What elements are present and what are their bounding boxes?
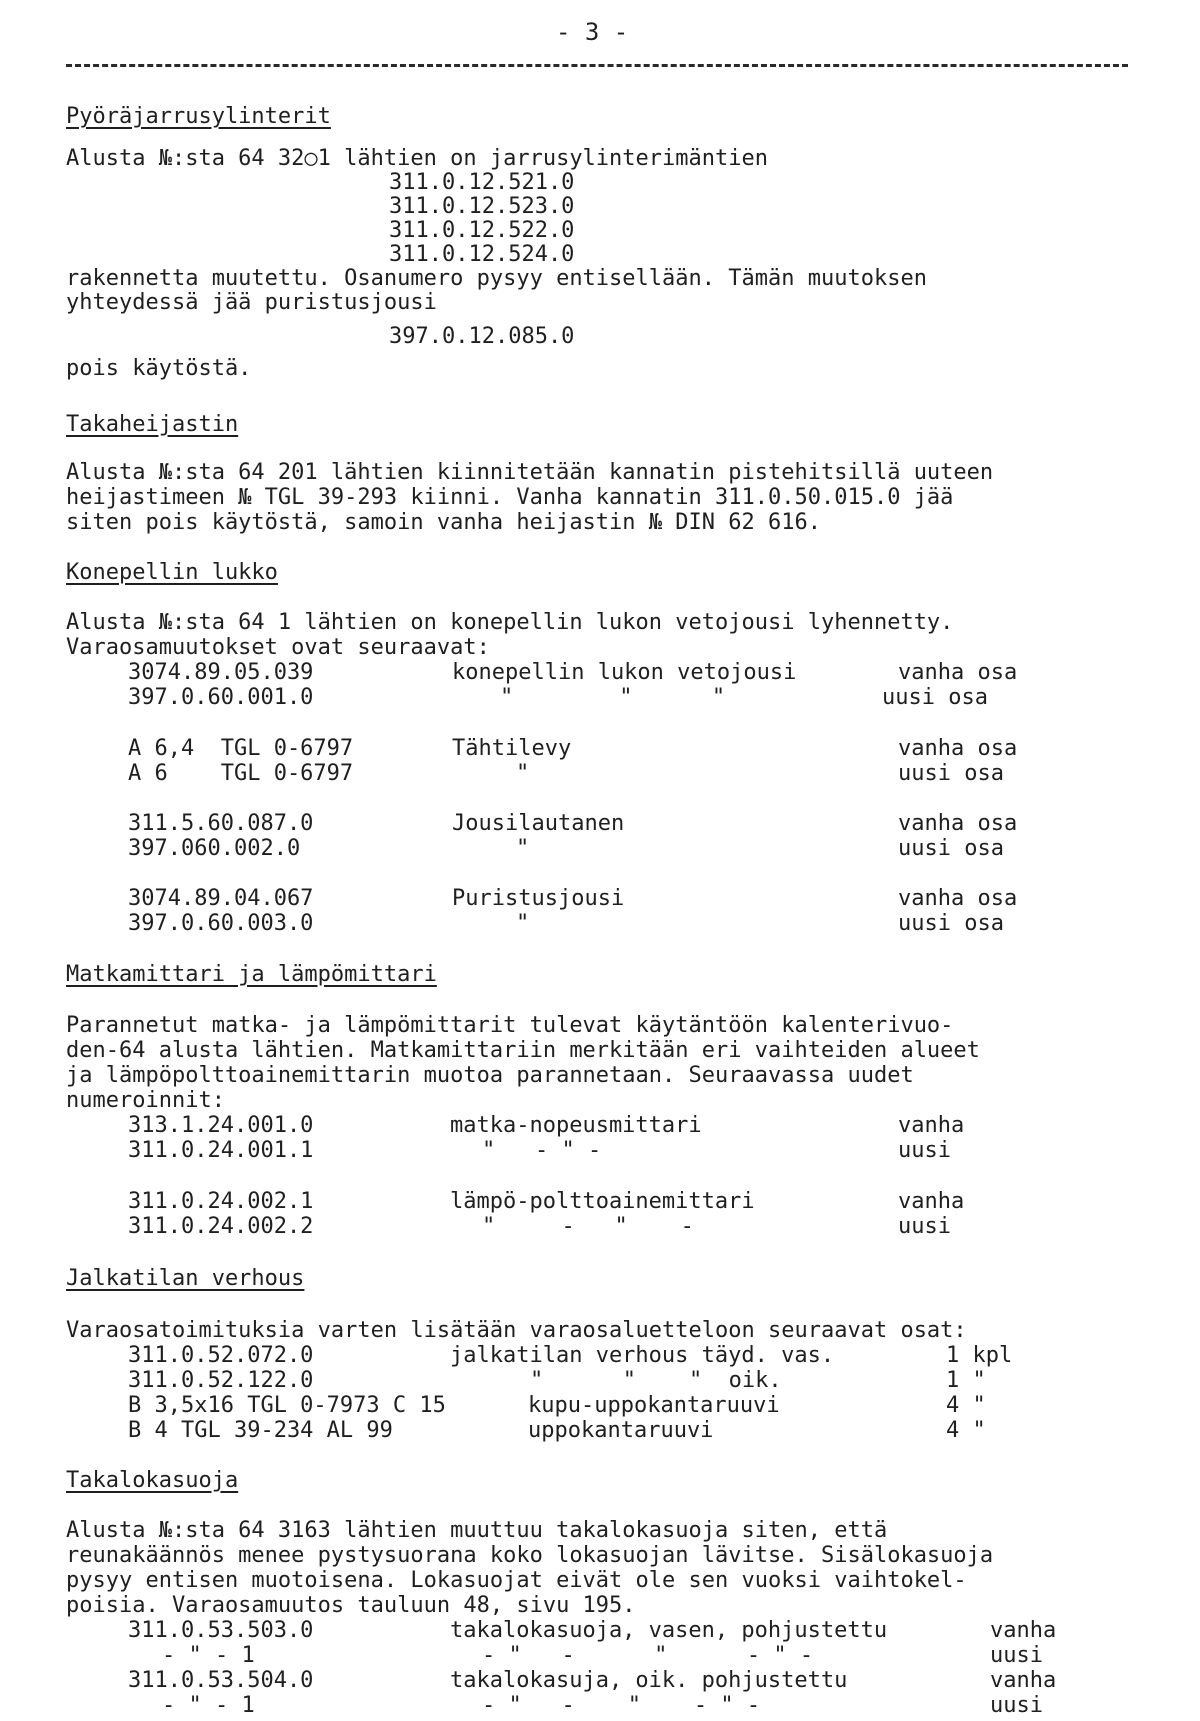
table-row-desc: " <box>516 911 530 936</box>
body-line: pois käytöstä. <box>66 356 252 381</box>
table-row-desc: konepellin lukon vetojousi <box>452 660 797 685</box>
body-line: yhteydessä jää puristusjousi <box>66 290 437 315</box>
table-row-desc: matka-nopeusmittari <box>450 1113 702 1138</box>
table-row-desc: lämpö-polttoainemittari <box>450 1189 755 1214</box>
table-row-code: 397.0.60.003.0 <box>128 911 314 936</box>
part-number: 311.0.12.521.0 <box>389 170 575 195</box>
body-line: Alusta №:sta 64 32○1 lähtien on jarrusylinterimäntien <box>66 146 768 171</box>
body-line: Alusta №:sta 64 1 lähtien on konepellin lukon vetojousi lyhennetty. <box>66 610 954 635</box>
body-line: ja lämpöpolttoainemittarin muotoa parannetaan. Seuraavassa uudet <box>66 1063 914 1088</box>
table-row-code: A 6,4 TGL 0-6797 <box>128 736 354 761</box>
table-row-code: - " - 1 <box>162 1693 255 1718</box>
table-row-desc: - " - " - " - <box>482 1693 761 1718</box>
table-row-qty: 1 kpl <box>946 1343 1013 1368</box>
table-row-status: vanha <box>898 1189 965 1214</box>
table-row-status: vanha <box>898 1113 965 1138</box>
table-row-desc: Puristusjousi <box>452 886 625 911</box>
table-row-status: uusi <box>990 1693 1043 1718</box>
body-line: reunakäännös menee pystysuorana koko lokasuojan lävitse. Sisälokasuoja <box>66 1543 994 1568</box>
body-line: Alusta №:sta 64 3163 lähtien muuttuu takalokasuoja siten, että <box>66 1518 888 1543</box>
table-row-status: uusi osa <box>898 911 1004 936</box>
body-line: Alusta №:sta 64 201 lähtien kiinnitetään kannatin pistehitsillä uuteen <box>66 460 994 485</box>
table-row-status: vanha <box>990 1618 1057 1643</box>
table-row-desc: " <box>516 761 530 786</box>
table-row-desc: kupu-uppokantaruuvi <box>528 1393 780 1418</box>
table-row-status: vanha <box>990 1668 1057 1693</box>
table-row-status: uusi osa <box>898 836 1004 861</box>
table-row-desc: takalokasuja, oik. pohjustettu <box>450 1668 848 1693</box>
table-row-code: 3074.89.05.039 <box>128 660 314 685</box>
table-row-desc: " - " - <box>482 1138 602 1163</box>
table-row-status: vanha osa <box>898 811 1018 836</box>
table-row-code: A 6 TGL 0-6797 <box>128 761 354 786</box>
table-row-code: 397.060.002.0 <box>128 836 301 861</box>
page-number: - 3 - <box>556 18 629 46</box>
part-number: 311.0.12.523.0 <box>389 194 575 219</box>
table-row-code: 311.0.53.504.0 <box>128 1668 314 1693</box>
part-number: 311.0.12.524.0 <box>389 242 575 267</box>
section-heading-hood-lock: Konepellin lukko <box>66 560 278 585</box>
table-row-status: vanha osa <box>898 736 1018 761</box>
body-line: poisia. Varaosamuutos tauluun 48, sivu 195. <box>66 1593 636 1618</box>
body-line: numeroinnit: <box>66 1088 225 1113</box>
table-row-status: uusi <box>990 1643 1043 1668</box>
table-row-code: B 3,5x16 TGL 0-7973 C 15 <box>128 1393 446 1418</box>
body-line: heijastimeen № TGL 39-293 kiinni. Vanha kannatin 311.0.50.015.0 jää <box>66 485 954 510</box>
part-number: 311.0.12.522.0 <box>389 218 575 243</box>
table-row-desc: - " - " - " - <box>482 1643 814 1668</box>
table-row-desc: takalokasuoja, vasen, pohjustettu <box>450 1618 888 1643</box>
table-row-code: B 4 TGL 39-234 AL 99 <box>128 1418 393 1443</box>
body-line: siten pois käytöstä, samoin vanha heijastin № DIN 62 616. <box>66 510 821 535</box>
header-rule <box>66 64 1128 67</box>
table-row-code: 3074.89.04.067 <box>128 886 314 911</box>
table-row-code: 311.5.60.087.0 <box>128 811 314 836</box>
table-row-desc: Tähtilevy <box>452 736 572 761</box>
table-row-status: vanha osa <box>898 660 1018 685</box>
table-row-code: - " - 1 <box>162 1643 255 1668</box>
table-row-code: 311.0.53.503.0 <box>128 1618 314 1643</box>
table-row-code: 311.0.52.122.0 <box>128 1368 314 1393</box>
part-number: 397.0.12.085.0 <box>389 324 575 349</box>
table-row-code: 311.0.24.002.1 <box>128 1189 314 1214</box>
table-row-status: uusi osa <box>882 685 988 710</box>
table-row-desc: jalkatilan verhous täyd. vas. <box>450 1343 835 1368</box>
table-row-qty: 4 " <box>946 1393 986 1418</box>
table-row-desc: " <box>516 836 530 861</box>
table-row-desc: " - " - <box>482 1214 694 1239</box>
section-heading-gauges: Matkamittari ja lämpömittari <box>66 962 437 987</box>
table-row-status: uusi osa <box>898 761 1004 786</box>
body-line: den-64 alusta lähtien. Matkamittariin merkitään eri vaihteiden alueet <box>66 1038 980 1063</box>
table-row-status: uusi <box>898 1214 951 1239</box>
table-row-code: 311.0.24.002.2 <box>128 1214 314 1239</box>
table-row-code: 311.0.52.072.0 <box>128 1343 314 1368</box>
table-row-desc: " " " oik. <box>530 1368 782 1393</box>
body-line: Varaosatoimituksia varten lisätään varaosaluetteloon seuraavat osat: <box>66 1318 967 1343</box>
table-row-code: 311.0.24.001.1 <box>128 1138 314 1163</box>
table-row-desc: " " " <box>500 685 726 710</box>
body-line: pysyy entisen muotoisena. Lokasuojat eivät ole sen vuoksi vaihtokel- <box>66 1568 967 1593</box>
body-line: Varaosamuutokset ovat seuraavat: <box>66 635 490 660</box>
table-row-desc: Jousilautanen <box>452 811 625 836</box>
table-row-qty: 4 " <box>946 1418 986 1443</box>
table-row-code: 397.0.60.001.0 <box>128 685 314 710</box>
body-line: rakennetta muutettu. Osanumero pysyy entisellään. Tämän muutoksen <box>66 266 927 291</box>
table-row-code: 313.1.24.001.0 <box>128 1113 314 1138</box>
section-heading-footwell-trim: Jalkatilan verhous <box>66 1266 305 1291</box>
table-row-qty: 1 " <box>946 1368 986 1393</box>
table-row-status: vanha osa <box>898 886 1018 911</box>
section-heading-rear-fender: Takalokasuoja <box>66 1468 239 1493</box>
section-heading-wheel-cylinders: Pyöräjarrusylinterit <box>66 104 331 129</box>
table-row-status: uusi <box>898 1138 951 1163</box>
section-heading-reflector: Takaheijastin <box>66 412 239 437</box>
body-line: Parannetut matka- ja lämpömittarit tulevat käytäntöön kalenterivuo- <box>66 1013 954 1038</box>
table-row-desc: uppokantaruuvi <box>528 1418 714 1443</box>
